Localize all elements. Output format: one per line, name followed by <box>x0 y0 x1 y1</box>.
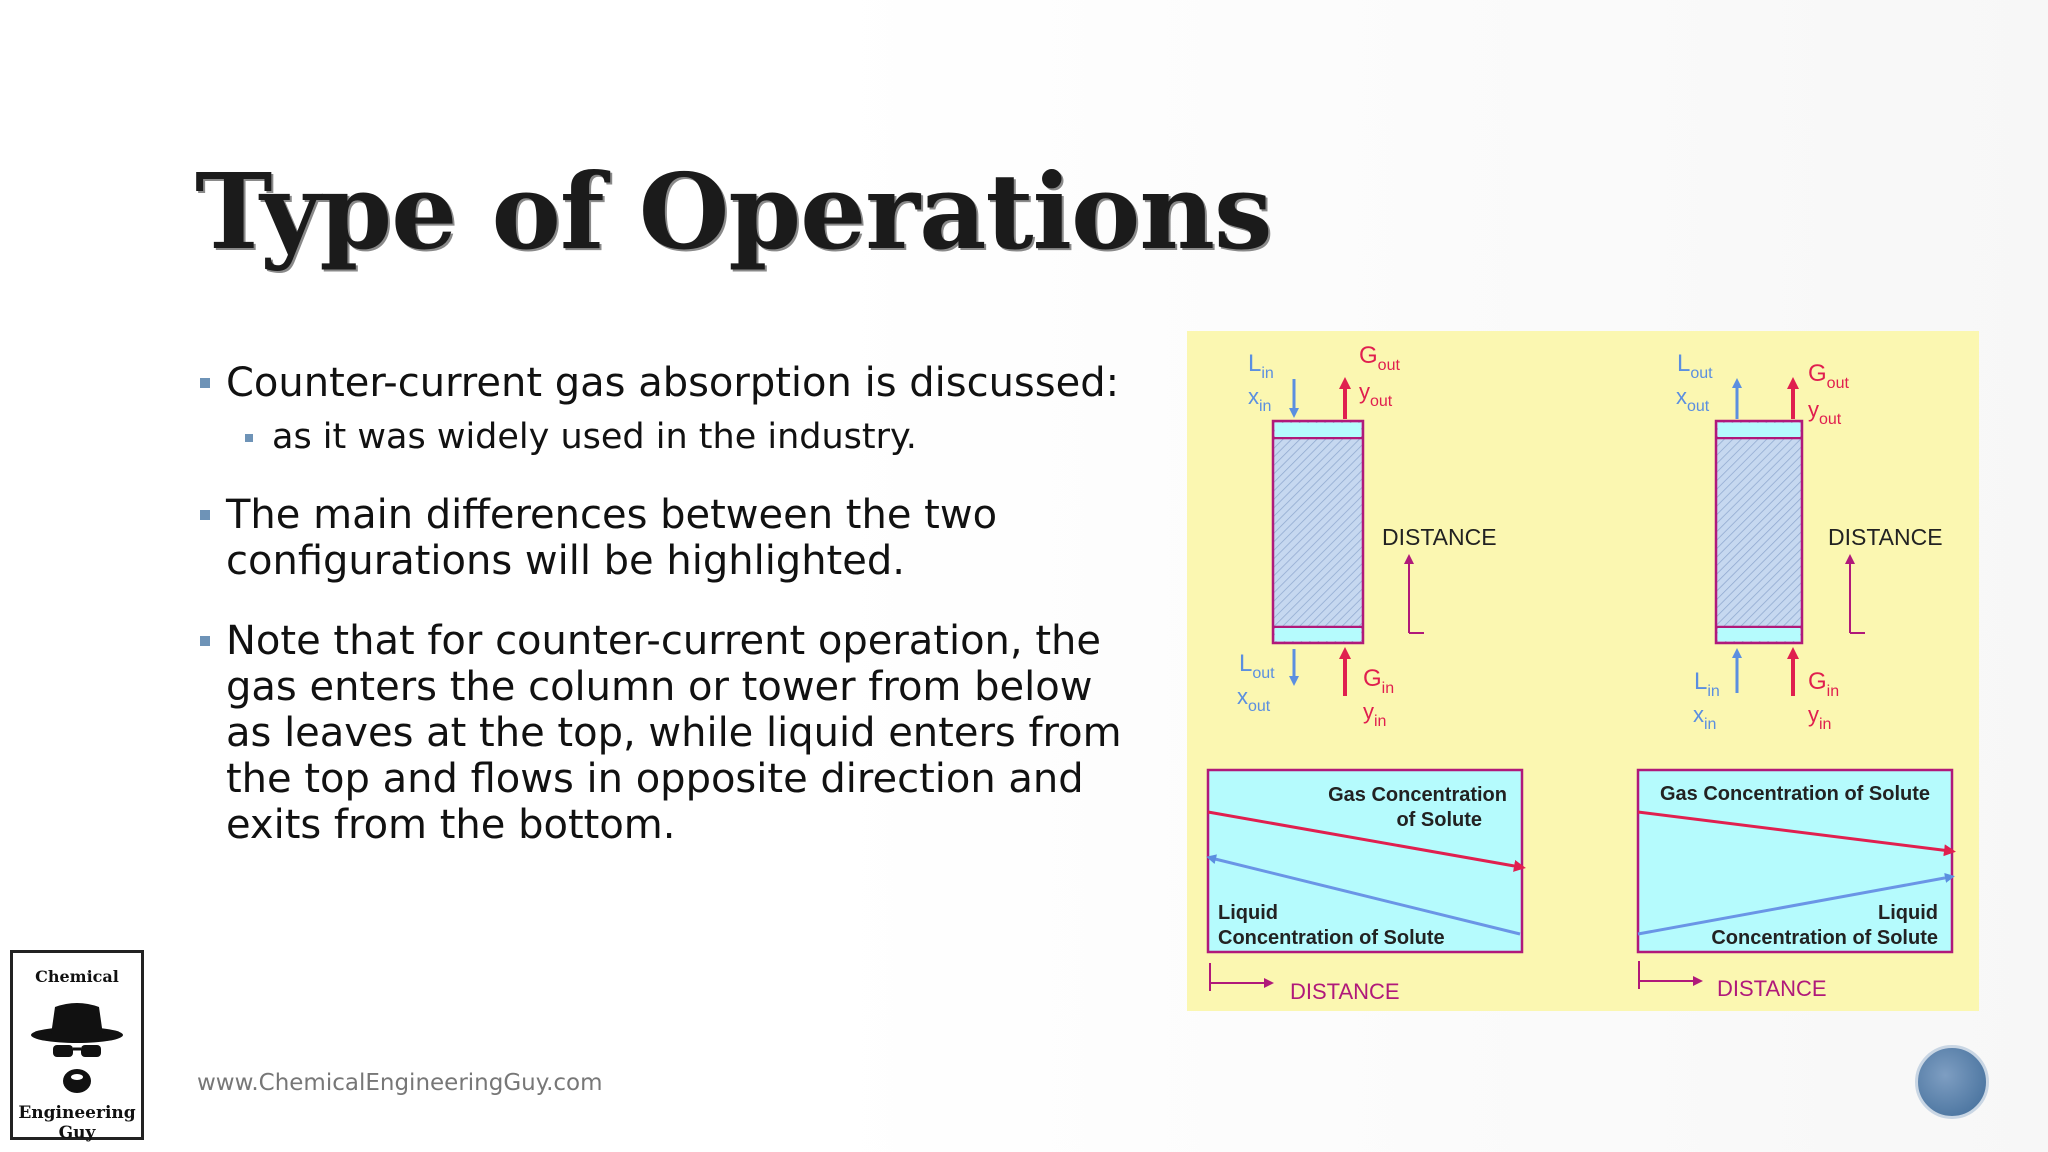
bullet-text: as it was widely used in the industry. <box>272 417 917 457</box>
slide-nav-button[interactable] <box>1915 1045 1989 1119</box>
sub-bullet-item <box>200 414 1130 460</box>
liquid-conc-label-2: Concentration of Solute <box>1218 927 1445 949</box>
left-configuration <box>1208 342 1522 1004</box>
gas-conc-label: Gas Concentration of Solute <box>1659 783 1931 805</box>
bullet-item <box>200 492 1130 584</box>
liquid-bottom-label: $L_{in}$ <box>1694 668 1720 700</box>
left-column <box>1273 421 1363 643</box>
slide-title: Type of Operations <box>195 150 1272 273</box>
gas-conc-label-2: of Solute <box>1396 809 1482 831</box>
gas-conc-label: Gas Concentration <box>1328 784 1507 806</box>
bullet-text: Note that for counter-current operation, the gas enters the column or tower from below as leaves at the top, while liquid enters from the top and flows in opposite direction and exits from the bottom. <box>226 618 1122 848</box>
bullet-text: The main differences between the two configurations will be highlighted. <box>226 492 998 584</box>
liquid-top-label: $L_{in}$ <box>1248 350 1274 382</box>
liquid-conc-label: Liquid <box>1218 902 1278 924</box>
bullet-text: Counter-current gas absorption is discussed: <box>226 360 1120 406</box>
logo-icon <box>13 993 141 1093</box>
liquid-top-conc: $x_{out}$ <box>1676 384 1710 415</box>
distance-label: DISTANCE <box>1828 524 1943 550</box>
distance-axis-label: DISTANCE <box>1290 979 1400 1004</box>
diagram-svg <box>1187 331 1979 1011</box>
distance-axis-label: DISTANCE <box>1717 976 1827 1001</box>
bullet-marker <box>200 510 210 520</box>
absorption-diagram <box>1187 331 1979 1011</box>
right-column <box>1716 421 1802 643</box>
logo-text-bottom: Engineering Guy <box>18 1103 136 1143</box>
liquid-bottom-conc: $x_{in}$ <box>1693 702 1717 733</box>
bullet-marker <box>200 636 210 646</box>
gas-top-label: $G_{out}$ <box>1808 360 1849 392</box>
liquid-bottom-conc: $x_{out}$ <box>1237 684 1271 715</box>
liquid-conc-label: Liquid <box>1878 902 1938 924</box>
gas-top-conc: $y_{out}$ <box>1808 397 1842 428</box>
gas-bottom-label: $G_{in}$ <box>1808 668 1840 700</box>
bullet-item <box>200 360 1130 406</box>
brand-logo <box>10 950 144 1143</box>
distance-label: DISTANCE <box>1382 524 1497 550</box>
liquid-conc-label-2: Concentration of Solute <box>1711 927 1938 949</box>
bullet-marker <box>245 434 253 442</box>
liquid-top-conc: $x_{in}$ <box>1248 384 1272 415</box>
gas-top-conc: $y_{out}$ <box>1359 379 1393 410</box>
liquid-top-label: $L_{out}$ <box>1677 350 1713 382</box>
right-configuration <box>1638 350 1952 1001</box>
gas-top-label: $G_{out}$ <box>1359 342 1400 374</box>
bullet-list <box>200 360 1130 882</box>
gas-bottom-conc: $y_{in}$ <box>1363 699 1387 730</box>
logo-text-top: Chemical <box>35 967 119 986</box>
gas-bottom-label: $G_{in}$ <box>1363 665 1395 697</box>
bullet-marker <box>200 378 210 388</box>
footer-url: www.ChemicalEngineeringGuy.com <box>197 1070 603 1096</box>
liquid-bottom-label: $L_{out}$ <box>1239 650 1275 682</box>
bullet-item <box>200 618 1130 848</box>
gas-bottom-conc: $y_{in}$ <box>1808 702 1832 733</box>
